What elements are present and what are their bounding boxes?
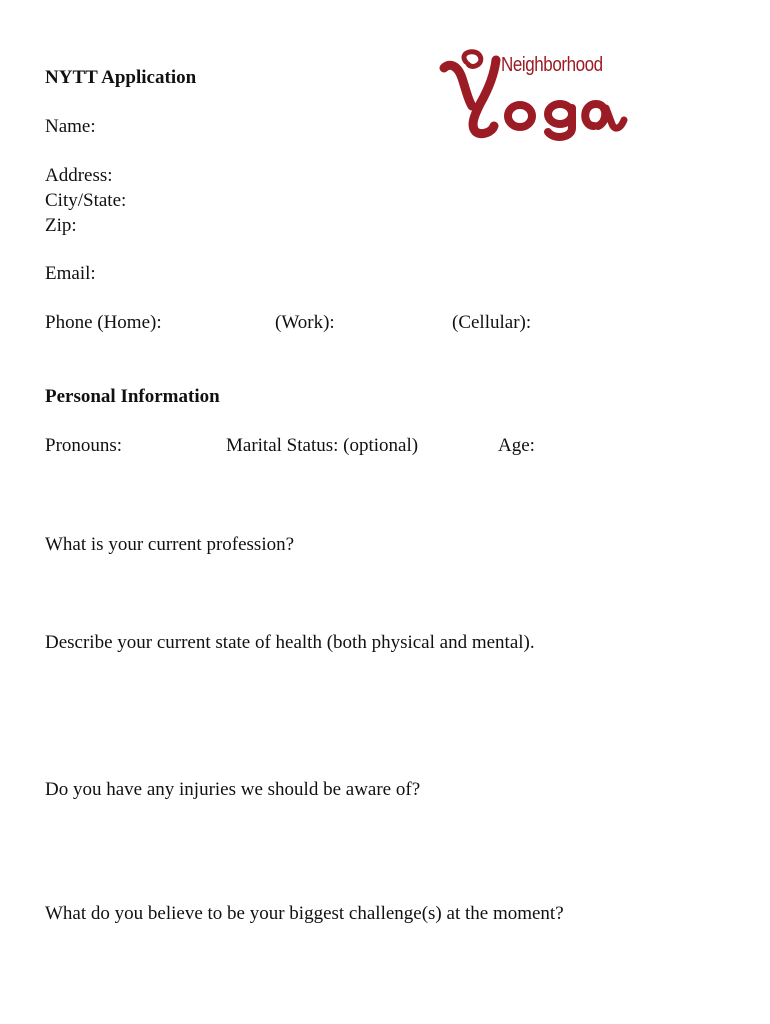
profession-question: What is your current profession? bbox=[45, 534, 295, 555]
age-label: Age: bbox=[498, 435, 535, 456]
personal-info-heading: Personal Information bbox=[45, 386, 220, 407]
neighborhood-yoga-logo bbox=[436, 46, 630, 142]
challenges-question: What do you believe to be your biggest challenge(s) at the moment? bbox=[45, 903, 564, 924]
phone-cell-label: (Cellular): bbox=[452, 312, 532, 333]
pronouns-label: Pronouns: bbox=[45, 435, 123, 456]
address-label: Address: bbox=[45, 165, 113, 186]
phone-work-label: (Work): bbox=[275, 312, 335, 333]
city-state-label: City/State: bbox=[45, 190, 127, 211]
page-title: NYTT Application bbox=[45, 67, 197, 88]
health-question: Describe your current state of health (both physical and mental). bbox=[45, 632, 535, 653]
marital-status-label: Marital Status: (optional) bbox=[226, 435, 419, 456]
name-label: Name: bbox=[45, 116, 96, 137]
phone-home-label: Phone (Home): bbox=[45, 312, 162, 333]
logo-wordmark: Neighborhood bbox=[501, 54, 603, 76]
email-label: Email: bbox=[45, 263, 96, 284]
injuries-question: Do you have any injuries we should be aware of? bbox=[45, 779, 421, 800]
zip-label: Zip: bbox=[45, 215, 77, 236]
